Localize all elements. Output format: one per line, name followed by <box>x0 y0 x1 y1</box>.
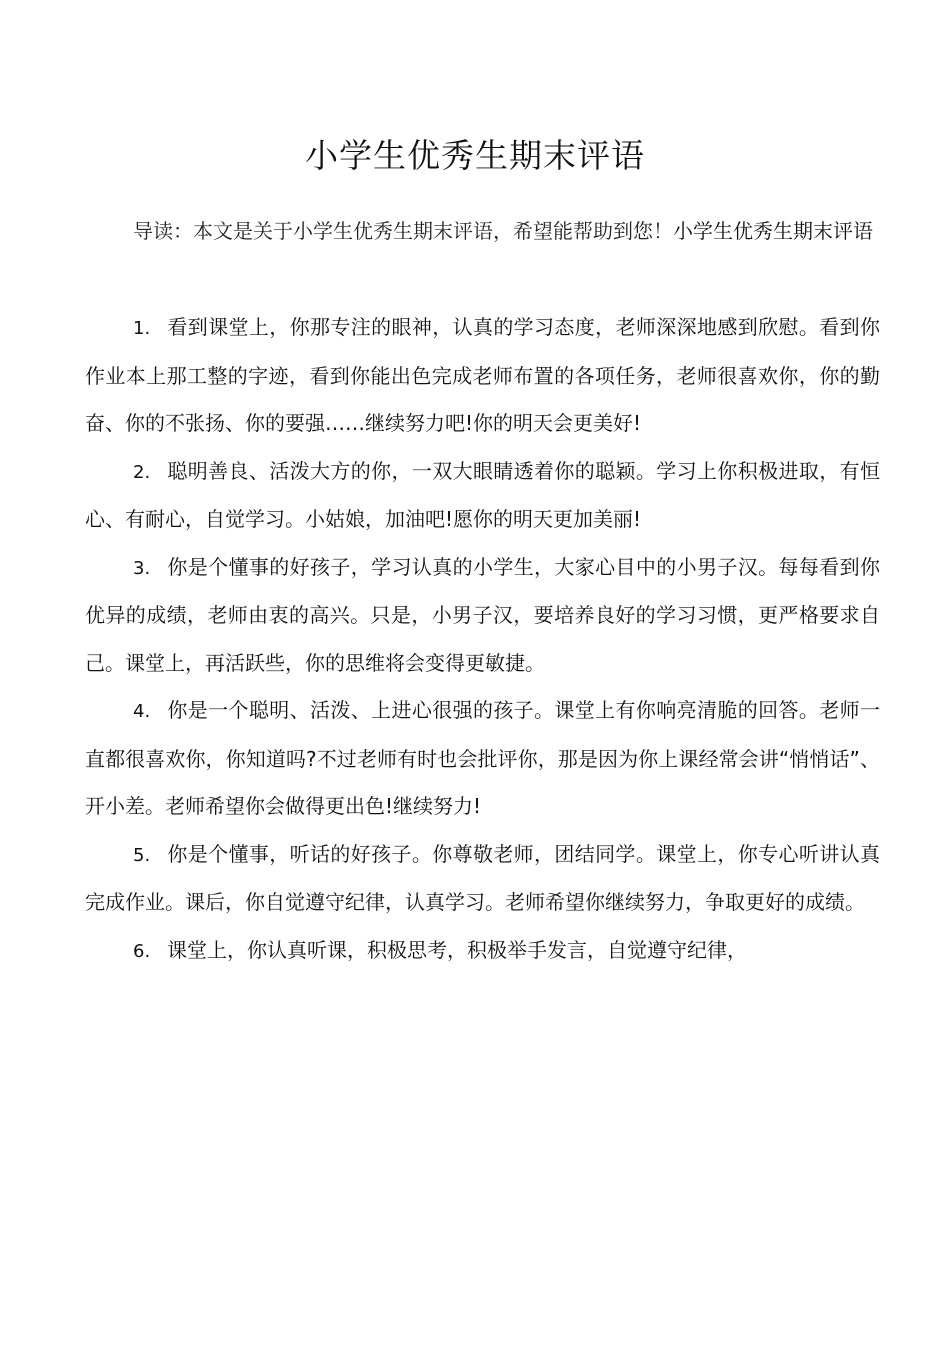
comment-number: 4. <box>133 701 151 722</box>
comment-paragraph <box>85 448 880 544</box>
intro-lead-text: 导读：本文是关于小学生优秀生期末评语，希望能帮助到您！ <box>133 219 673 243</box>
comment-number: 5. <box>133 844 151 866</box>
comment-text: 聪明善良、活泼大方的你，一双大眼睛透着你的聪颖。学习上你积极进取，有恒心、有耐心，自觉学习。小姑娘，加油吧!愿你的明天更加美丽! <box>85 458 880 531</box>
comments-list <box>85 304 880 975</box>
intro-subtitle: 小学生优秀生期末评语 <box>673 219 873 243</box>
comment-paragraph <box>85 304 880 448</box>
document-title: 小学生优秀生期末评语 <box>305 136 645 175</box>
comment-paragraph <box>85 831 880 927</box>
intro-paragraph <box>85 210 875 253</box>
comment-number: 1. <box>133 318 151 339</box>
comment-paragraph <box>85 544 880 688</box>
comment-paragraph <box>85 687 880 831</box>
comment-number: 6. <box>133 940 151 962</box>
comment-text: 你是一个聪明、活泼、上进心很强的孩子。课堂上有你响亮清脆的回答。老师一直都很喜欢你，你知道吗?不过老师有时也会批评你，那是因为你上课经常会讲“悄悄话”、开小差。老师希望你会做得更出色!继续努力! <box>85 698 880 818</box>
comment-text: 你是个懂事，听话的好孩子。你尊敬老师，团结同学。课堂上，你专心听讲认真完成作业。课后，你自觉遵守纪律，认真学习。老师希望你继续努力，争取更好的成绩。 <box>85 841 880 914</box>
comment-number: 3. <box>133 557 151 579</box>
comment-paragraph <box>85 927 880 976</box>
comment-text: 课堂上，你认真听课，积极思考，积极举手发言，自觉遵守纪律， <box>167 937 747 962</box>
comment-text: 你是个懂事的好孩子，学习认真的小学生，大家心目中的小男子汉。每每看到你优异的成绩，老师由衷的高兴。只是，小男子汉，要培养良好的学习习惯，更严格要求自己。课堂上，再活跃些，你的思维将会变得更敏捷。 <box>85 554 880 675</box>
comment-number: 2. <box>133 461 151 483</box>
comment-text: 看到课堂上，你那专注的眼神，认真的学习态度，老师深深地感到欣慰。看到你作业本上那工整的字迹，看到你能出色完成老师布置的各项任务，老师很喜欢你，你的勤奋、你的不张扬、你的要强……继续努力吧!你的明天会更美好! <box>85 315 880 435</box>
